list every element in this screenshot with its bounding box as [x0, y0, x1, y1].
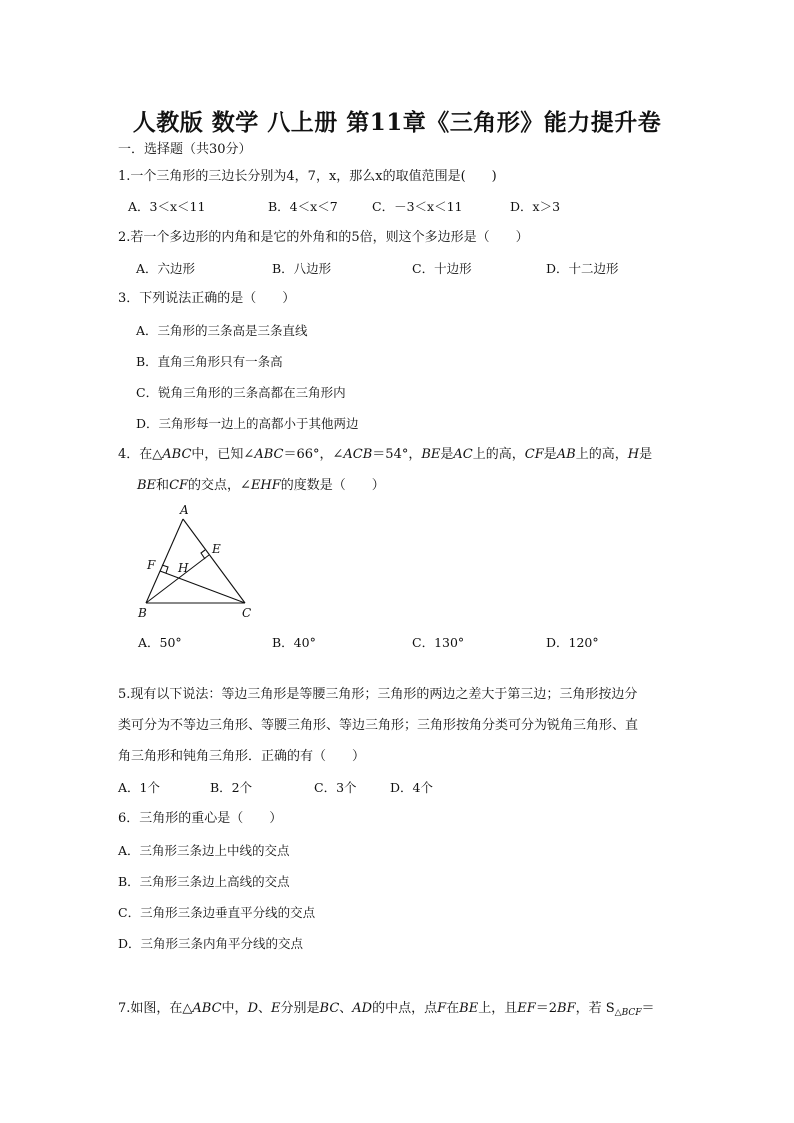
- triangle-figure: [130, 500, 270, 625]
- text: 4．在△: [118, 447, 163, 462]
- q4-option-d: D．120°: [546, 635, 599, 650]
- q3-option-a: A．三角形的三条高是三条直线: [136, 323, 308, 338]
- q1-option-a: A．3＜x＜11: [128, 199, 206, 214]
- math-var: F: [437, 1001, 447, 1016]
- math-var: BE: [421, 447, 441, 462]
- text: 的交点，∠: [188, 478, 251, 493]
- text: 、: [339, 1001, 353, 1016]
- right-angle-mark-e: [201, 550, 205, 559]
- q5-option-b: B．2个: [210, 780, 253, 795]
- math-var: BF: [557, 1001, 576, 1016]
- q5-option-d: D．4个: [390, 780, 433, 795]
- text: 的中点，点: [372, 1001, 438, 1016]
- text: ＝: [641, 1001, 655, 1016]
- text: 上，且: [478, 1001, 518, 1016]
- text: 在: [446, 1001, 460, 1016]
- question-5-line3: 角三角形和钝角三角形．正确的有（ ）: [118, 749, 366, 764]
- text: 中，已知∠: [191, 447, 255, 462]
- text: 分别是: [280, 1001, 320, 1016]
- math-var: EHF: [250, 478, 281, 493]
- math-var: BE: [459, 1001, 479, 1016]
- q1-option-c: C．－3＜x＜11: [372, 199, 463, 214]
- text: ＝2: [535, 1001, 558, 1016]
- q1-option-d: D．x＞3: [510, 199, 561, 214]
- label-a: A: [180, 503, 189, 517]
- q3-option-c: C．锐角三角形的三条高都在三角形内: [136, 385, 346, 400]
- text: 的度数是（ ）: [280, 478, 385, 493]
- question-7-stem: [118, 1000, 655, 1022]
- section-heading: 一．选择题（共30分）: [118, 142, 252, 157]
- question-1-stem: 1.一个三角形的三边长分别为4，7，x，那么x的取值范围是( ): [118, 169, 497, 184]
- question-6-stem: 6．三角形的重心是（ ）: [118, 811, 283, 826]
- math-var: BC: [319, 1001, 340, 1016]
- text: 上的高，: [472, 447, 525, 462]
- text: 是: [440, 447, 454, 462]
- text: 中，: [221, 1001, 248, 1016]
- q6-option-c: C．三角形三条边垂直平分线的交点: [118, 905, 316, 920]
- q5-option-a: A．1个: [118, 780, 160, 795]
- q6-option-a: A．三角形三条边上中线的交点: [118, 843, 290, 858]
- math-var: AC: [453, 447, 473, 462]
- math-var: ABC: [254, 447, 284, 462]
- label-e: E: [212, 542, 221, 556]
- question-2-stem: 2.若一个多边形的内角和是它的外角和的5倍，则这个多边形是（ ）: [118, 230, 529, 245]
- question-4-stem-line2: [137, 477, 385, 495]
- side-ac: [183, 519, 245, 603]
- text: ＝54°，: [372, 447, 422, 462]
- q2-option-a: A．六边形: [136, 261, 196, 276]
- question-5-line2: 类可分为不等边三角形、等腰三角形、等边三角形；三角形按角分类可分为锐角三角形、直: [118, 718, 639, 733]
- text: ，若 S: [575, 1001, 615, 1016]
- altitude-cf: [160, 571, 245, 603]
- question-3-stem: 3．下列说法正确的是（ ）: [118, 291, 296, 306]
- text: 、: [258, 1001, 272, 1016]
- math-var: D: [247, 1001, 258, 1016]
- q2-option-c: C．十边形: [412, 261, 472, 276]
- math-var: EF: [517, 1001, 536, 1016]
- math-var: H: [627, 447, 640, 462]
- math-var: BE: [137, 478, 157, 493]
- q3-option-d: D．三角形每一边上的高都小于其他两边: [136, 416, 359, 431]
- math-var: ABC: [192, 1001, 222, 1016]
- math-var: AD: [352, 1001, 373, 1016]
- q6-option-b: B．三角形三条边上高线的交点: [118, 874, 290, 889]
- subscript: △BCF: [614, 1008, 642, 1018]
- math-var: AB: [556, 447, 576, 462]
- math-var: CF: [169, 478, 189, 493]
- q5-option-c: C．3个: [314, 780, 357, 795]
- math-var: CF: [524, 447, 544, 462]
- q3-option-b: B．直角三角形只有一条高: [136, 354, 283, 369]
- label-c: C: [242, 606, 252, 620]
- q1-option-b: B．4＜x＜7: [268, 199, 338, 214]
- label-h: H: [178, 561, 189, 575]
- label-f: F: [147, 558, 156, 572]
- math-var: ACB: [343, 447, 373, 462]
- q4-option-a: A．50°: [138, 635, 182, 650]
- math-var: ABC: [162, 447, 192, 462]
- text: 上的高，: [575, 447, 628, 462]
- q2-option-d: D．十二边形: [546, 261, 619, 276]
- q4-option-b: B．40°: [272, 635, 316, 650]
- question-4-stem-line1: [118, 446, 652, 464]
- question-5-line1: 5.现有以下说法：等边三角形是等腰三角形；三角形的两边之差大于第三边；三角形按边分: [118, 687, 638, 702]
- text: 是: [639, 447, 653, 462]
- q4-option-c: C．130°: [412, 635, 465, 650]
- page-title: 人教版 数学 八上册 第11章《三角形》能力提升卷: [132, 109, 662, 136]
- q2-option-b: B．八边形: [272, 261, 332, 276]
- text: 是: [543, 447, 557, 462]
- text: 7.如图，在△: [118, 1001, 193, 1016]
- q6-option-d: D．三角形三条内角平分线的交点: [118, 936, 304, 951]
- text: ＝66°，∠: [283, 447, 344, 462]
- math-var: E: [271, 1001, 281, 1016]
- text: 和: [156, 478, 170, 493]
- label-b: B: [138, 606, 147, 620]
